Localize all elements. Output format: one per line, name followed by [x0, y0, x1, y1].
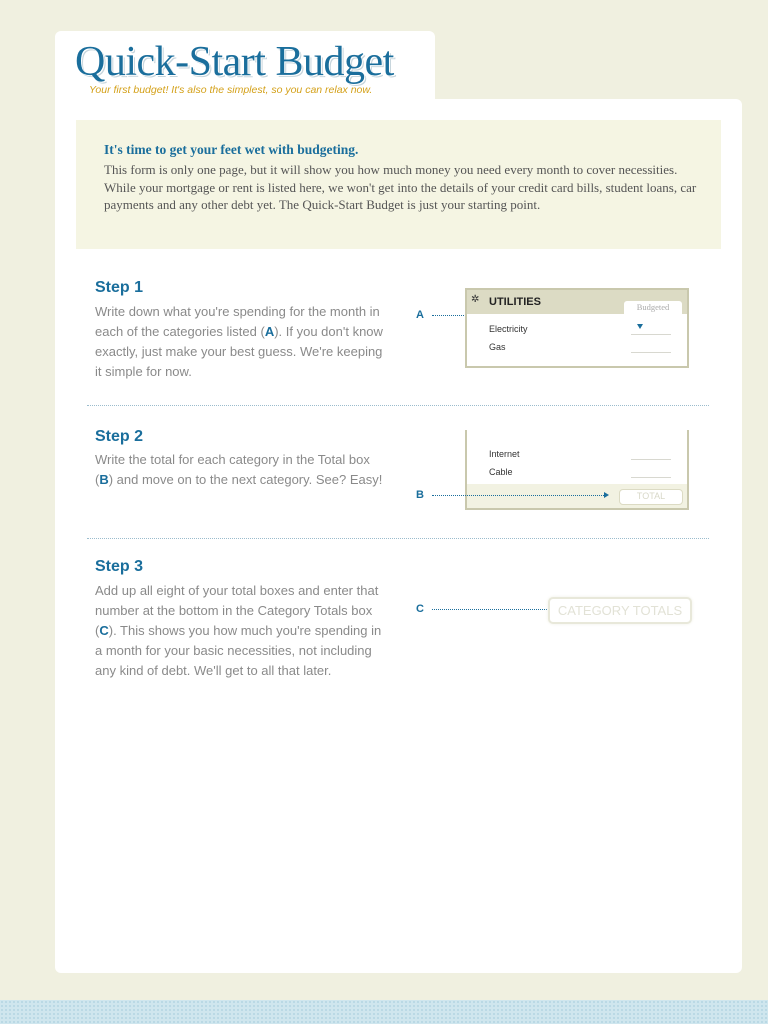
row-electricity: Electricity — [489, 324, 528, 334]
marker-b: B — [416, 489, 424, 501]
page-title: Quick-Start Budget — [75, 39, 394, 85]
row-internet: Internet — [489, 449, 520, 459]
step-2-body: Write the total for each category in the Total box (B) and move on to the next category. See? Easy! — [95, 452, 383, 487]
row-gas: Gas — [489, 342, 506, 352]
pointer-a-arrowhead — [637, 324, 643, 329]
step-3-title: Step 3 — [95, 558, 144, 575]
budget-line — [631, 477, 671, 478]
utilities-title: UTILITIES — [489, 296, 541, 308]
section-divider — [87, 405, 709, 406]
budgeted-label: Budgeted — [624, 301, 682, 315]
total-box[interactable]: TOTAL — [619, 489, 683, 505]
marker-b-inline: B — [99, 472, 109, 487]
intro-heading: It's time to get your feet wet with budgeting. — [104, 142, 359, 157]
budget-line — [631, 459, 671, 460]
pointer-b-arrowhead — [604, 492, 609, 498]
marker-a-inline: A — [264, 324, 275, 339]
gear-icon: ✲ — [471, 294, 480, 305]
total-example — [465, 430, 689, 510]
utilities-header — [467, 290, 687, 314]
utilities-example — [465, 288, 689, 368]
pointer-c-line — [432, 609, 557, 610]
budget-line — [631, 352, 671, 353]
step-3-body: Add up all eight of your total boxes and enter that number at the bottom in the Category Totals box (C). This shows you how much you're spending in a month for your basic necessities, not including any kind of debt. We'll get to all that later. — [95, 583, 382, 678]
marker-a: A — [416, 309, 424, 321]
step-2-title: Step 2 — [95, 428, 144, 445]
step-1-body: Write down what you're spending for the month in each of the categories listed (A). If you don't know exactly, just make your best guess. We're keeping it simple for now. — [95, 304, 383, 379]
marker-c: C — [416, 603, 424, 615]
intro-body: This form is only one page, but it will show you how much money you need every month to cover necessities. While your mortgage or rent is listed here, we won't get into the details of your credit card bills, student loans, car payments and any other debt yet. The Quick-Start Budget is just your starting point. — [104, 162, 697, 212]
budget-line — [631, 334, 671, 335]
step-1-title: Step 1 — [95, 279, 144, 296]
section-divider — [87, 538, 709, 539]
intro-box — [76, 120, 721, 249]
category-totals-box[interactable]: CATEGORY TOTALS — [548, 597, 692, 624]
marker-c-inline: C — [99, 623, 109, 638]
page-subtitle: Your first budget! It's also the simplest, so you can relax now. — [89, 84, 373, 96]
decorative-bottom-strip — [0, 1000, 768, 1024]
pointer-b-line — [432, 495, 604, 496]
row-cable: Cable — [489, 467, 513, 477]
